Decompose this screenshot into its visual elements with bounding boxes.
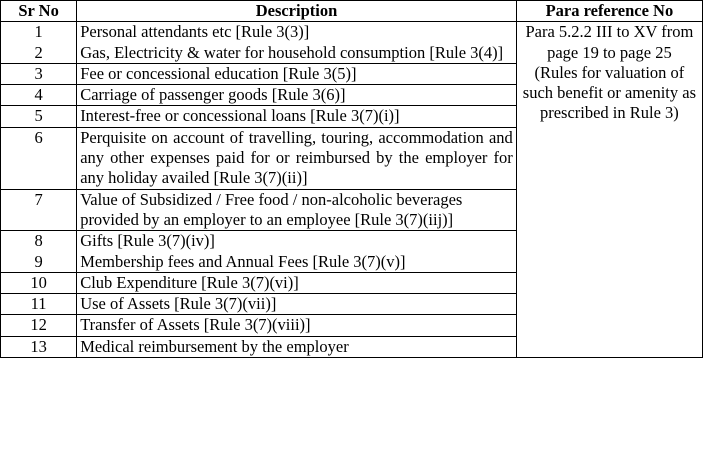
para-reference-main: Para 5.2.2 III to XV from page 19 to page 25 [525, 22, 694, 62]
table-row [1, 22, 703, 43]
desc-cell: Use of Assets [Rule 3(7)(vii)] [77, 294, 517, 315]
header-para-reference: Para reference No [516, 1, 702, 22]
desc-cell: Value of Subsidized / Free food / non-alcoholic beverages provided by an employer to an employee [Rule 3(7)(iij)] [77, 189, 517, 231]
desc-cell: Carriage of passenger goods [Rule 3(6)] [77, 85, 517, 106]
header-row [1, 1, 703, 22]
desc-cell: Membership fees and Annual Fees [Rule 3(7)(v)] [77, 252, 517, 273]
sr-cell: 5 [1, 106, 77, 127]
desc-cell: Medical reimbursement by the employer [77, 336, 517, 357]
sr-cell: 6 [1, 127, 77, 189]
sr-cell: 8 [1, 231, 77, 252]
desc-cell: Club Expenditure [Rule 3(7)(vi)] [77, 272, 517, 293]
sr-cell: 2 [1, 43, 77, 64]
desc-cell: Transfer of Assets [Rule 3(7)(viii)] [77, 315, 517, 336]
para-reference-note: (Rules for valuation of such benefit or amenity as prescribed in Rule 3) [522, 62, 696, 123]
sr-cell: 9 [1, 252, 77, 273]
desc-cell: Perquisite on account of travelling, touring, accommodation and any other expenses paid for or reimbursed by the employer for any holiday availed [Rule 3(7)(ii)] [77, 127, 517, 189]
header-description: Description [77, 1, 517, 22]
sr-cell: 10 [1, 272, 77, 293]
desc-cell: Interest-free or concessional loans [Rule 3(7)(i)] [77, 106, 517, 127]
desc-cell: Fee or concessional education [Rule 3(5)] [77, 63, 517, 84]
sr-cell: 7 [1, 189, 77, 231]
sr-cell: 4 [1, 85, 77, 106]
desc-cell: Gas, Electricity & water for household consumption [Rule 3(4)] [77, 43, 517, 64]
sr-cell: 11 [1, 294, 77, 315]
desc-cell: Personal attendants etc [Rule 3(3)] [77, 22, 517, 43]
sr-cell: 3 [1, 63, 77, 84]
header-sr-no: Sr No [1, 1, 77, 22]
para-reference-cell [516, 22, 702, 358]
sr-cell: 13 [1, 336, 77, 357]
sr-cell: 12 [1, 315, 77, 336]
desc-cell: Gifts [Rule 3(7)(iv)] [77, 231, 517, 252]
sr-cell: 1 [1, 22, 77, 43]
